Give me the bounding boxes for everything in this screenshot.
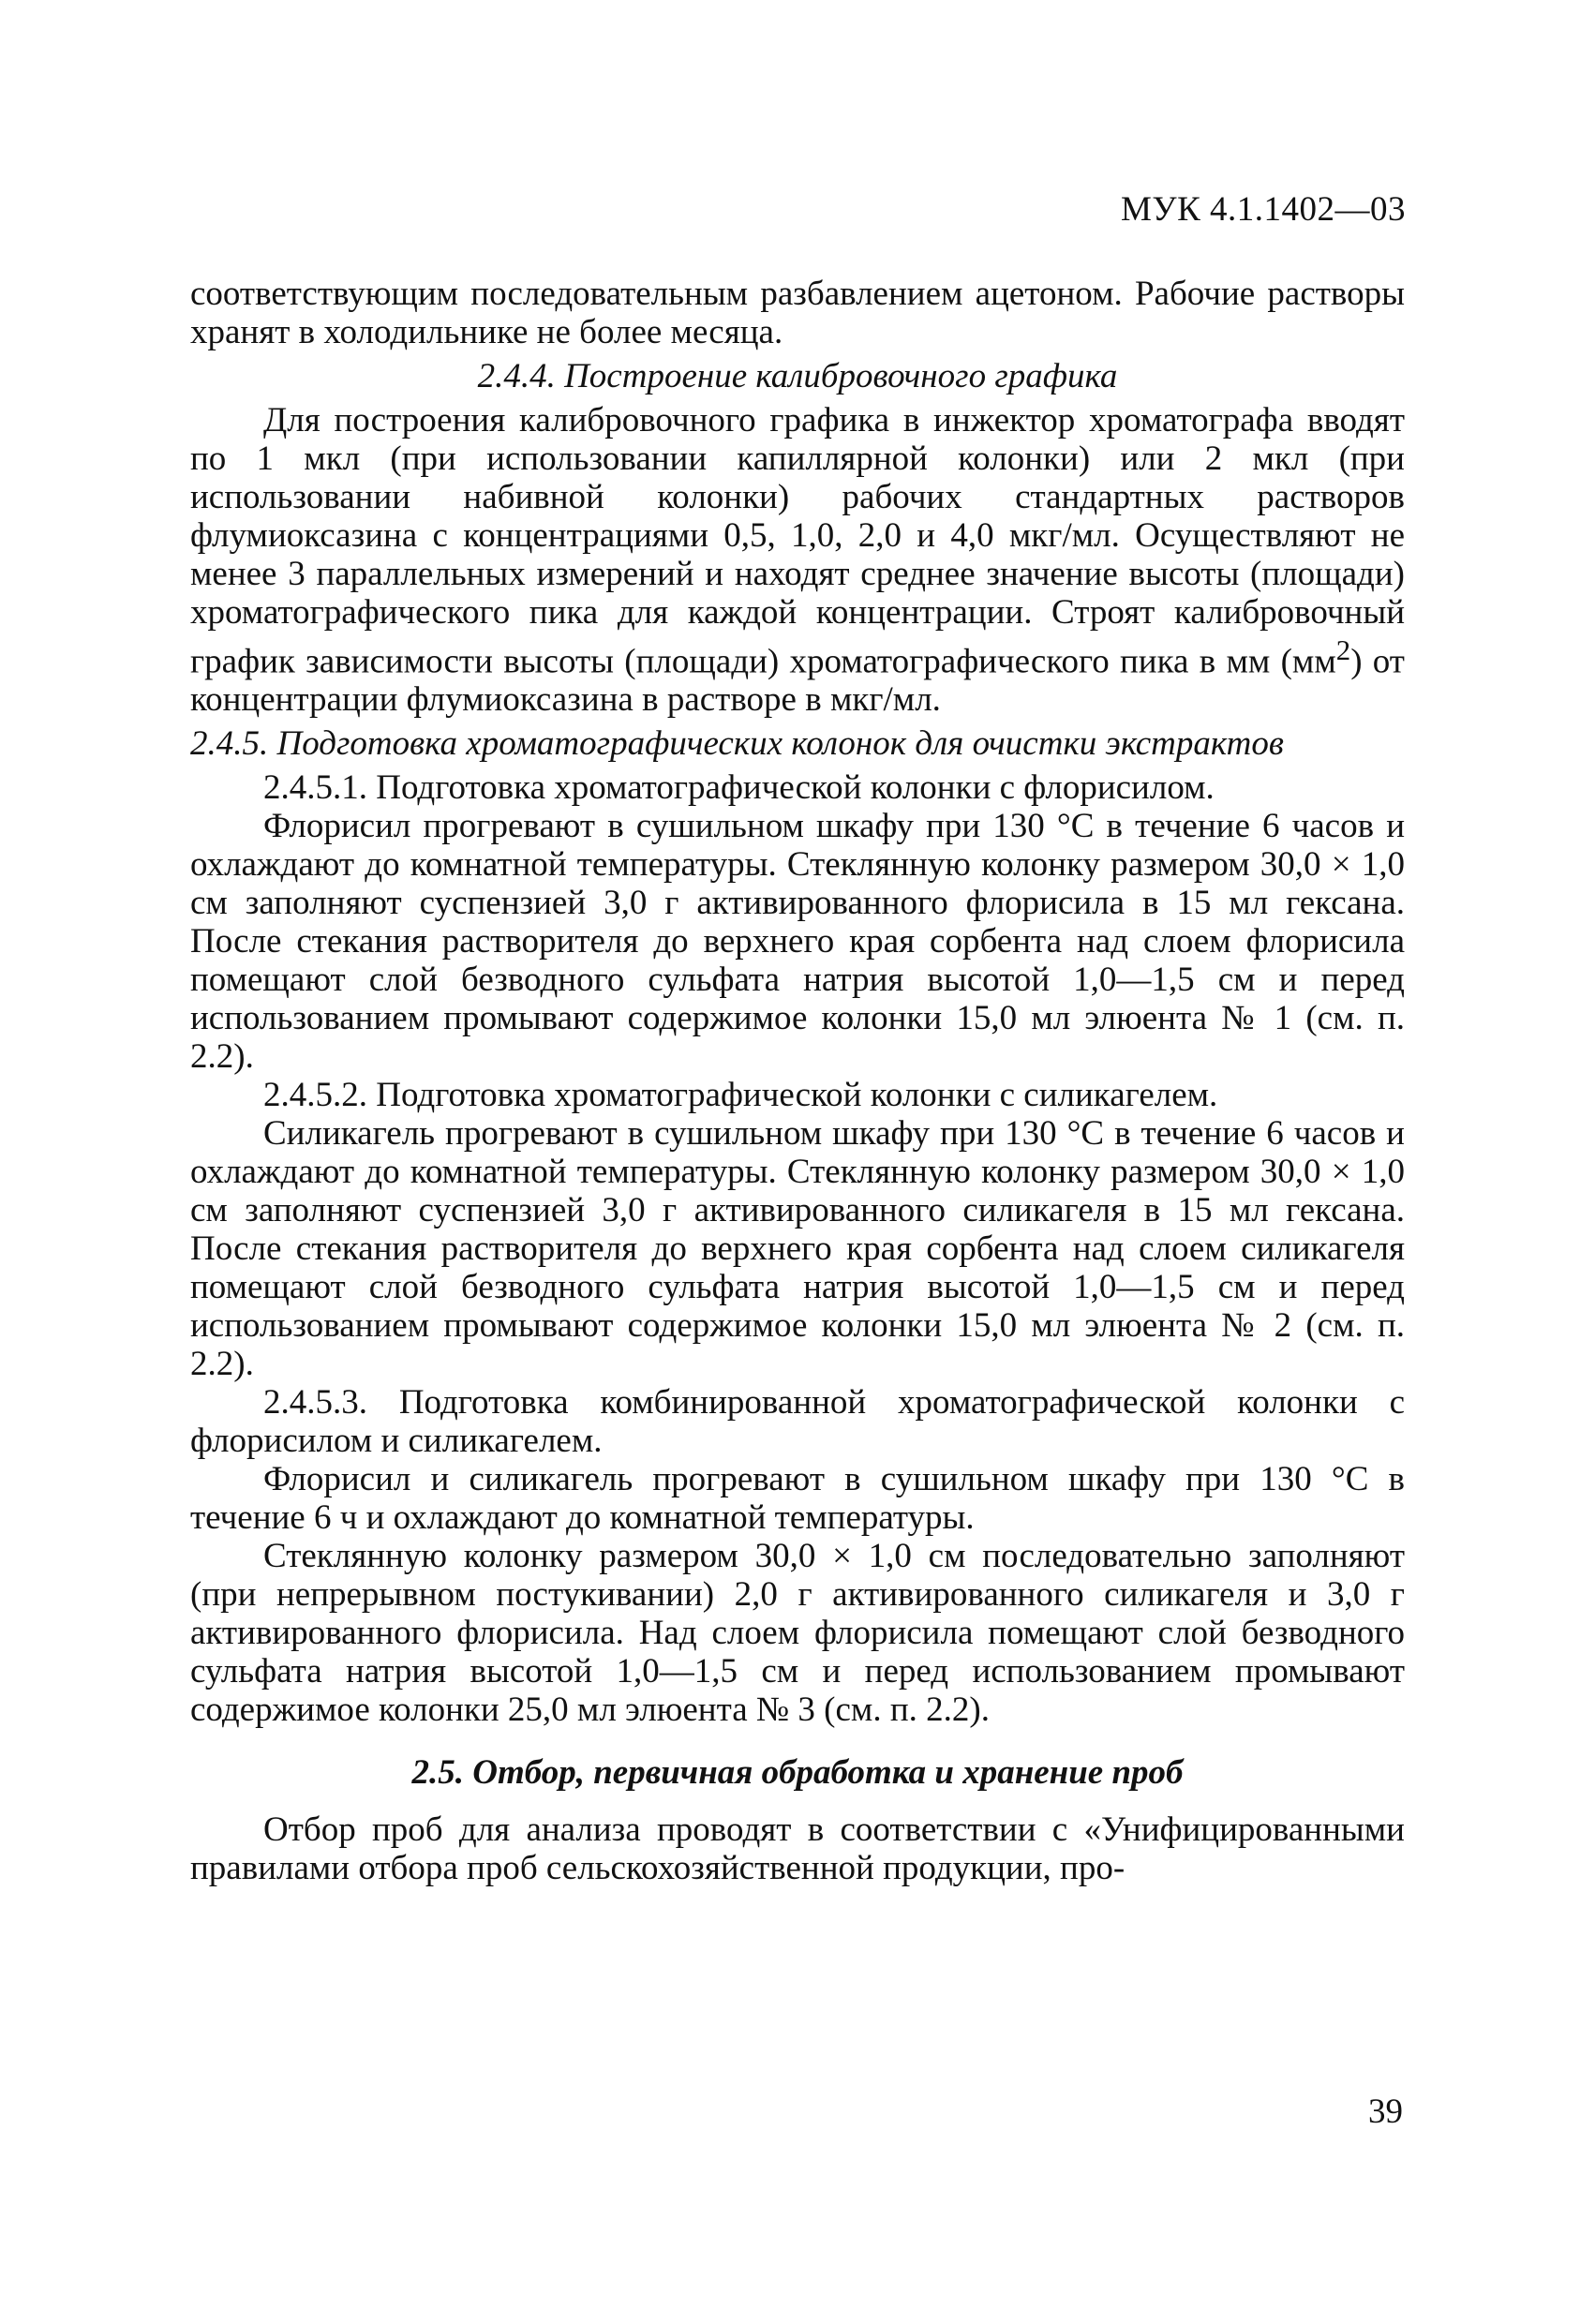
paragraph-2-4-4-tail: ) от концентрации флумиоксазина в растворе в мкг/мл. — [190, 642, 1405, 720]
paragraph-2-4-5-3-a: Флорисил и силикагель прогревают в сушильном шкафу при 130 °С в течение 6 ч и охлаждают до комнатной температуры. — [190, 1460, 1405, 1538]
paragraph-2-4-4 — [190, 401, 1405, 719]
paragraph-2-4-5-1: Флорисил прогревают в сушильном шкафу при 130 °С в течение 6 часов и охлаждают до комнатной температуры. Стеклянную колонку размером 30,0 × 1,0 см заполняют суспензией 3,0 г активированного флорисила в 15 мл гексана. После стекания растворителя до верхнего края сорбента над слоем флорисила помещают слой безводного сульфата натрия высотой 1,0—1,5 см и перед использованием промывают содержимое колонки 15,0 мл элюента № 1 (см. п. 2.2). — [190, 807, 1405, 1077]
heading-2-4-5-2: 2.4.5.2. Подготовка хроматографической колонки с силикагелем. — [263, 1076, 1218, 1115]
superscript-2: 2 — [1335, 634, 1351, 666]
heading-2-5: 2.5. Отбор, первичная обработка и хранение проб — [411, 1753, 1184, 1793]
document-code: МУК 4.1.1402—03 — [1120, 190, 1406, 229]
heading-2-4-5-3: 2.4.5.3. Подготовка комбинированной хроматографической колонки с флорисилом и силикагелем. — [190, 1383, 1405, 1461]
paragraph-2-4-4-text: Для построения калибровочного графика в инжектор хроматографа вводят по 1 мкл (при использовании капиллярной колонки) или 2 мкл (при использовании набивной колонки) рабочих стандартных растворов флумиоксазина с концентрациями 0,5, 1,0, 2,0 и 4,0 мкг/мл. Осуществляют не менее 3 параллельных измерений и находят среднее значение высоты (площади) хроматографического пика для каждой концентрации. Строят калибровочный график зависимости высоты (площади) хроматографического пика в мм (мм — [190, 401, 1405, 681]
paragraph-2-4-5-2: Силикагель прогревают в сушильном шкафу при 130 °С в течение 6 часов и охлаждают до комнатной температуры. Стеклянную колонку размером 30,0 × 1,0 см заполняют суспензией 3,0 г активированного силикагеля в 15 мл гексана. После стекания растворителя до верхнего края сорбента над слоем силикагеля помещают слой безводного сульфата натрия высотой 1,0—1,5 см и перед использованием промывают содержимое колонки 15,0 мл элюента № 2 (см. п. 2.2). — [190, 1114, 1405, 1384]
page-number: 39 — [1368, 2093, 1403, 2131]
paragraph-2-5: Отбор проб для анализа проводят в соответствии с «Унифицированными правилами отбора проб сельскохозяйственной продукции, про- — [190, 1810, 1405, 1888]
heading-2-4-5: 2.4.5. Подготовка хроматографических колонок для очистки экстрактов — [190, 724, 1284, 764]
heading-2-4-5-1: 2.4.5.1. Подготовка хроматографической колонки с флорисилом. — [263, 768, 1215, 808]
paragraph-intro: соответствующим последовательным разбавлением ацетоном. Рабочие растворы хранят в холодильнике не более месяца. — [190, 275, 1405, 351]
page-body — [190, 275, 1405, 1887]
heading-2-4-4: 2.4.4. Построение калибровочного графика — [477, 357, 1118, 395]
paragraph-2-4-5-3-b: Стеклянную колонку размером 30,0 × 1,0 см последовательно заполняют (при непрерывном постукивании) 2,0 г активированного силикагеля и 3,0 г активированного флорисила. Над слоем флорисила помещают слой безводного сульфата натрия высотой 1,0—1,5 см и перед использованием промывают содержимое колонки 25,0 мл элюента № 3 (см. п. 2.2). — [190, 1537, 1405, 1730]
